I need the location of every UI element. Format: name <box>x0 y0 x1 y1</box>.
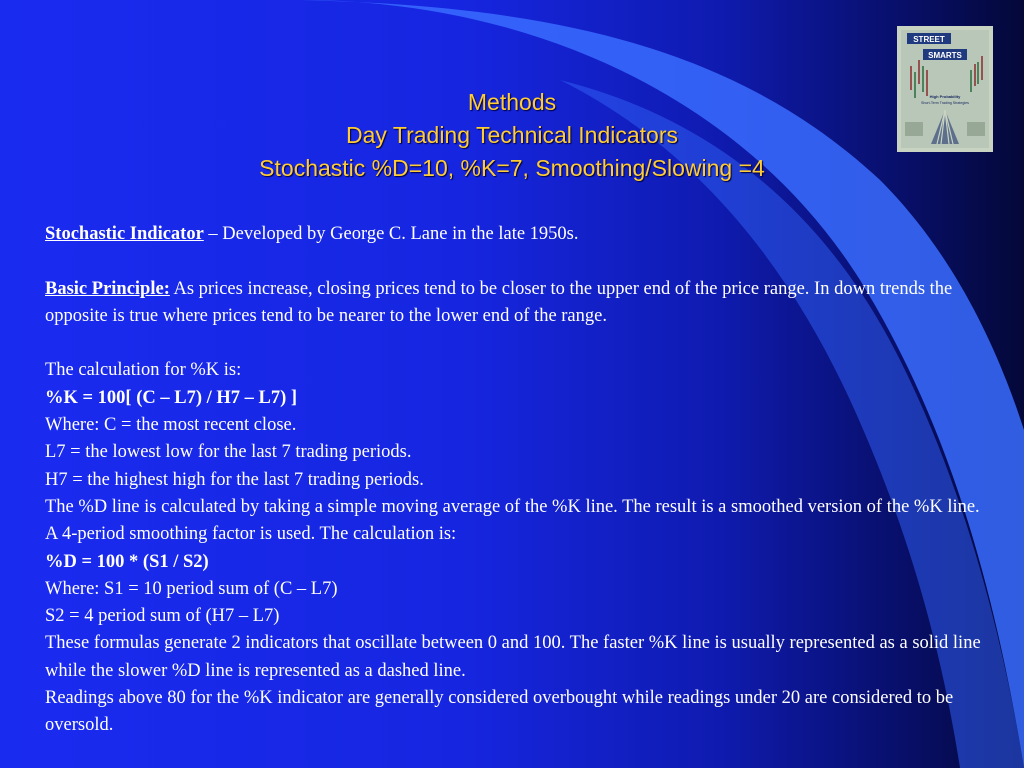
book-cover-image <box>897 26 993 152</box>
where-c: Where: C = the most recent close. <box>45 415 297 436</box>
body-text <box>45 221 990 740</box>
title-line-3: Stochastic %D=10, %K=7, Smoothing/Slowing =4 <box>259 155 765 181</box>
formula-d: %D = 100 * (S1 / S2) <box>45 551 209 572</box>
book-cover-subtitle-1: High Probability <box>929 94 961 99</box>
calc-k-intro: The calculation for %K is: <box>45 360 242 381</box>
slide-title <box>150 86 874 185</box>
principle-text: As prices increase, closing prices tend to be closer to the upper end of the price range. In down trends the opposite is true where prices tend to be nearer to the lower end of the range. <box>45 278 953 326</box>
book-cover-title-top: STREET <box>913 35 945 44</box>
where-s1: Where: S1 = 10 period sum of (C – L7) <box>45 578 338 599</box>
l7-definition: L7 = the lowest low for the last 7 trading periods. <box>45 442 412 463</box>
formula-k: %K = 100[ (C – L7) / H7 – L7) ] <box>45 387 298 408</box>
principle-label: Basic Principle: <box>45 278 170 299</box>
d-description: The %D line is calculated by taking a simple moving average of the %K line. The result is a smoothed version of the %K line. A 4-period smoothing factor is used. The calculation is: <box>45 496 980 545</box>
h7-definition: H7 = the highest high for the last 7 trading periods. <box>45 469 424 490</box>
s2-definition: S2 = 4 period sum of (H7 – L7) <box>45 606 280 627</box>
title-line-1: Methods <box>467 89 557 115</box>
intro-text: – Developed by George C. Lane in the late 1950s. <box>203 224 579 244</box>
intro-paragraph <box>45 221 990 248</box>
principle-paragraph <box>45 276 990 331</box>
readings-paragraph: Readings above 80 for the %K indicator are generally considered overbought while readings under 20 are considered to be oversold. <box>45 688 954 736</box>
book-cover-subtitle-2: Short-Term Trading Strategies <box>921 101 969 105</box>
oscillate-paragraph: These formulas generate 2 indicators that oscillate between 0 and 100. The faster %K line is usually represented as a solid line while the slower %D line is represented as a dashed line. <box>45 633 981 681</box>
title-line-2: Day Trading Technical Indicators <box>346 122 678 148</box>
book-cover-title-bottom: SMARTS <box>928 51 962 60</box>
intro-label: Stochastic Indicator <box>45 224 204 244</box>
